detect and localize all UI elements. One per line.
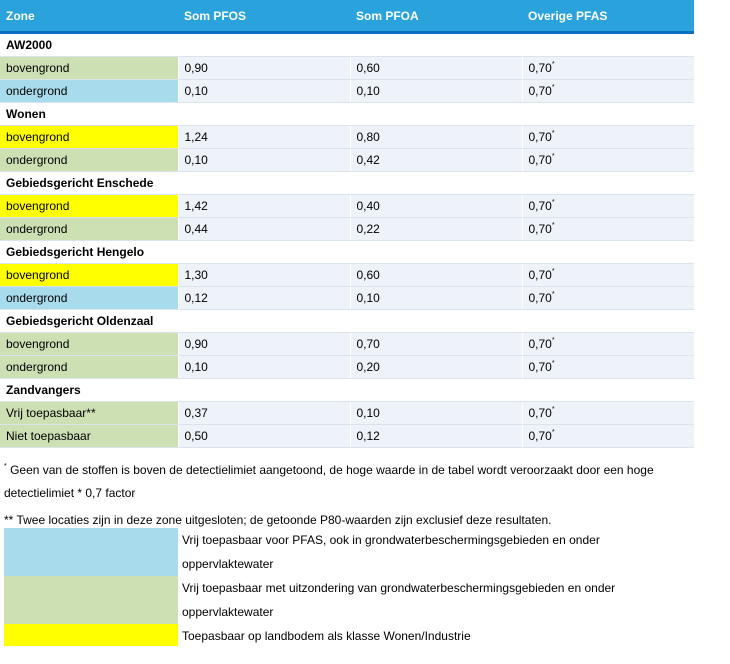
layer-label: Vrij toepasbaar** — [0, 402, 178, 425]
som-pfos-value: 0,90 — [178, 333, 350, 356]
som-pfoa-value: 0,20 — [350, 356, 522, 379]
overige-pfas-value: 0,70 — [528, 199, 552, 213]
asterisk-mark: * — [551, 429, 555, 436]
zone-name: Wonen — [0, 103, 694, 126]
zone-name: Zandvangers — [0, 379, 694, 402]
overige-pfas-value: 0,70 — [528, 222, 552, 236]
asterisk-mark: * — [551, 130, 555, 137]
som-pfoa-value: 0,10 — [350, 402, 522, 425]
overige-pfas-value: 0,70 — [528, 268, 552, 282]
table-body — [0, 33, 694, 448]
som-pfoa-value: 0,60 — [350, 57, 522, 80]
footnote-excluded-locations: ** Twee locaties zijn in deze zone uitgesloten; de getoonde P80-waarden zijn exclusief deze resultaten. — [4, 513, 552, 527]
asterisk-mark: * — [551, 268, 555, 275]
footnote-text: Geen van de stoffen is boven de detectielimiet aangetoond, de hoge waarde in de tabel wordt veroorzaakt door een hoge detectielimiet * 0,7 factor — [4, 463, 654, 500]
table-row — [0, 218, 694, 241]
header-som-pfos: Som PFOS — [178, 0, 350, 33]
asterisk-mark: * — [551, 360, 555, 367]
overige-pfas-cell — [522, 218, 694, 241]
table-row — [0, 149, 694, 172]
zone-name: AW2000 — [0, 33, 694, 57]
som-pfoa-value: 0,80 — [350, 126, 522, 149]
legend-text: Toepasbaar op landbodem als klasse Wonen/Industrie — [182, 629, 471, 643]
som-pfos-value: 0,90 — [178, 57, 350, 80]
legend-swatch-green — [4, 576, 178, 624]
layer-label: ondergrond — [0, 80, 178, 103]
legend-text: Vrij toepasbaar voor PFAS, ook in grondwaterbeschermingsgebieden en onder oppervlaktewater — [182, 533, 600, 571]
table-row — [0, 333, 694, 356]
asterisk-mark: * — [551, 222, 555, 229]
zone-name: Gebiedsgericht Oldenzaal — [0, 310, 694, 333]
footnote-detection-limit — [4, 459, 726, 505]
som-pfoa-value: 0,22 — [350, 218, 522, 241]
overige-pfas-value: 0,70 — [528, 84, 552, 98]
legend-item — [4, 624, 726, 648]
som-pfos-value: 0,50 — [178, 425, 350, 448]
zone-row — [0, 33, 694, 57]
overige-pfas-value: 0,70 — [528, 130, 552, 144]
som-pfos-value: 0,44 — [178, 218, 350, 241]
table-row — [0, 126, 694, 149]
overige-pfas-cell — [522, 287, 694, 310]
som-pfos-value: 0,10 — [178, 80, 350, 103]
overige-pfas-value: 0,70 — [528, 61, 552, 75]
table-row — [0, 287, 694, 310]
table-row — [0, 80, 694, 103]
legend-item — [4, 576, 726, 624]
som-pfoa-value: 0,60 — [350, 264, 522, 287]
som-pfoa-value: 0,10 — [350, 80, 522, 103]
layer-label: Niet toepasbaar — [0, 425, 178, 448]
som-pfos-value: 1,42 — [178, 195, 350, 218]
table-row — [0, 195, 694, 218]
asterisk-mark: * — [551, 61, 555, 68]
legend-text: Vrij toepasbaar met uitzondering van grondwaterbeschermingsgebieden en onder oppervlaktewater — [182, 581, 616, 619]
overige-pfas-cell — [522, 80, 694, 103]
som-pfoa-value: 0,70 — [350, 333, 522, 356]
overige-pfas-value: 0,70 — [528, 337, 552, 351]
som-pfos-value: 0,12 — [178, 287, 350, 310]
header-overige-pfas: Overige PFAS — [522, 0, 694, 33]
footnote-mark: * — [4, 463, 7, 470]
asterisk-mark: * — [551, 337, 555, 344]
legend-item — [4, 528, 726, 576]
asterisk-mark: * — [551, 406, 555, 413]
layer-label: bovengrond — [0, 57, 178, 80]
table-header-row — [0, 0, 694, 33]
layer-label: ondergrond — [0, 149, 178, 172]
overige-pfas-cell — [522, 356, 694, 379]
table-row — [0, 264, 694, 287]
overige-pfas-value: 0,70 — [528, 406, 552, 420]
table-row — [0, 57, 694, 80]
overige-pfas-value: 0,70 — [528, 153, 552, 167]
overige-pfas-cell — [522, 195, 694, 218]
som-pfoa-value: 0,40 — [350, 195, 522, 218]
layer-label: bovengrond — [0, 195, 178, 218]
layer-label: ondergrond — [0, 356, 178, 379]
layer-label: bovengrond — [0, 126, 178, 149]
zone-name: Gebiedsgericht Enschede — [0, 172, 694, 195]
overige-pfas-cell — [522, 333, 694, 356]
overige-pfas-value: 0,70 — [528, 429, 552, 443]
header-som-pfoa: Som PFOA — [350, 0, 522, 33]
overige-pfas-cell — [522, 425, 694, 448]
overige-pfas-cell — [522, 264, 694, 287]
zone-row — [0, 310, 694, 333]
zone-row — [0, 241, 694, 264]
table-row — [0, 425, 694, 448]
layer-label: bovengrond — [0, 333, 178, 356]
legend-swatch-blue — [4, 528, 178, 576]
layer-label: ondergrond — [0, 287, 178, 310]
overige-pfas-value: 0,70 — [528, 360, 552, 374]
som-pfoa-value: 0,10 — [350, 287, 522, 310]
layer-label: ondergrond — [0, 218, 178, 241]
overige-pfas-cell — [522, 402, 694, 425]
zone-row — [0, 103, 694, 126]
asterisk-mark: * — [551, 291, 555, 298]
som-pfos-value: 1,30 — [178, 264, 350, 287]
overige-pfas-cell — [522, 149, 694, 172]
asterisk-mark: * — [551, 84, 555, 91]
overige-pfas-cell — [522, 57, 694, 80]
layer-label: bovengrond — [0, 264, 178, 287]
som-pfos-value: 1,24 — [178, 126, 350, 149]
legend — [4, 528, 726, 648]
zone-name: Gebiedsgericht Hengelo — [0, 241, 694, 264]
som-pfos-value: 0,37 — [178, 402, 350, 425]
som-pfoa-value: 0,12 — [350, 425, 522, 448]
som-pfos-value: 0,10 — [178, 149, 350, 172]
asterisk-mark: * — [551, 199, 555, 206]
header-zone: Zone — [0, 0, 178, 33]
table-row — [0, 402, 694, 425]
overige-pfas-value: 0,70 — [528, 291, 552, 305]
zone-row — [0, 172, 694, 195]
table-row — [0, 356, 694, 379]
legend-swatch-yellow — [4, 624, 178, 646]
overige-pfas-cell — [522, 126, 694, 149]
asterisk-mark: * — [551, 153, 555, 160]
zone-row — [0, 379, 694, 402]
som-pfoa-value: 0,42 — [350, 149, 522, 172]
som-pfos-value: 0,10 — [178, 356, 350, 379]
